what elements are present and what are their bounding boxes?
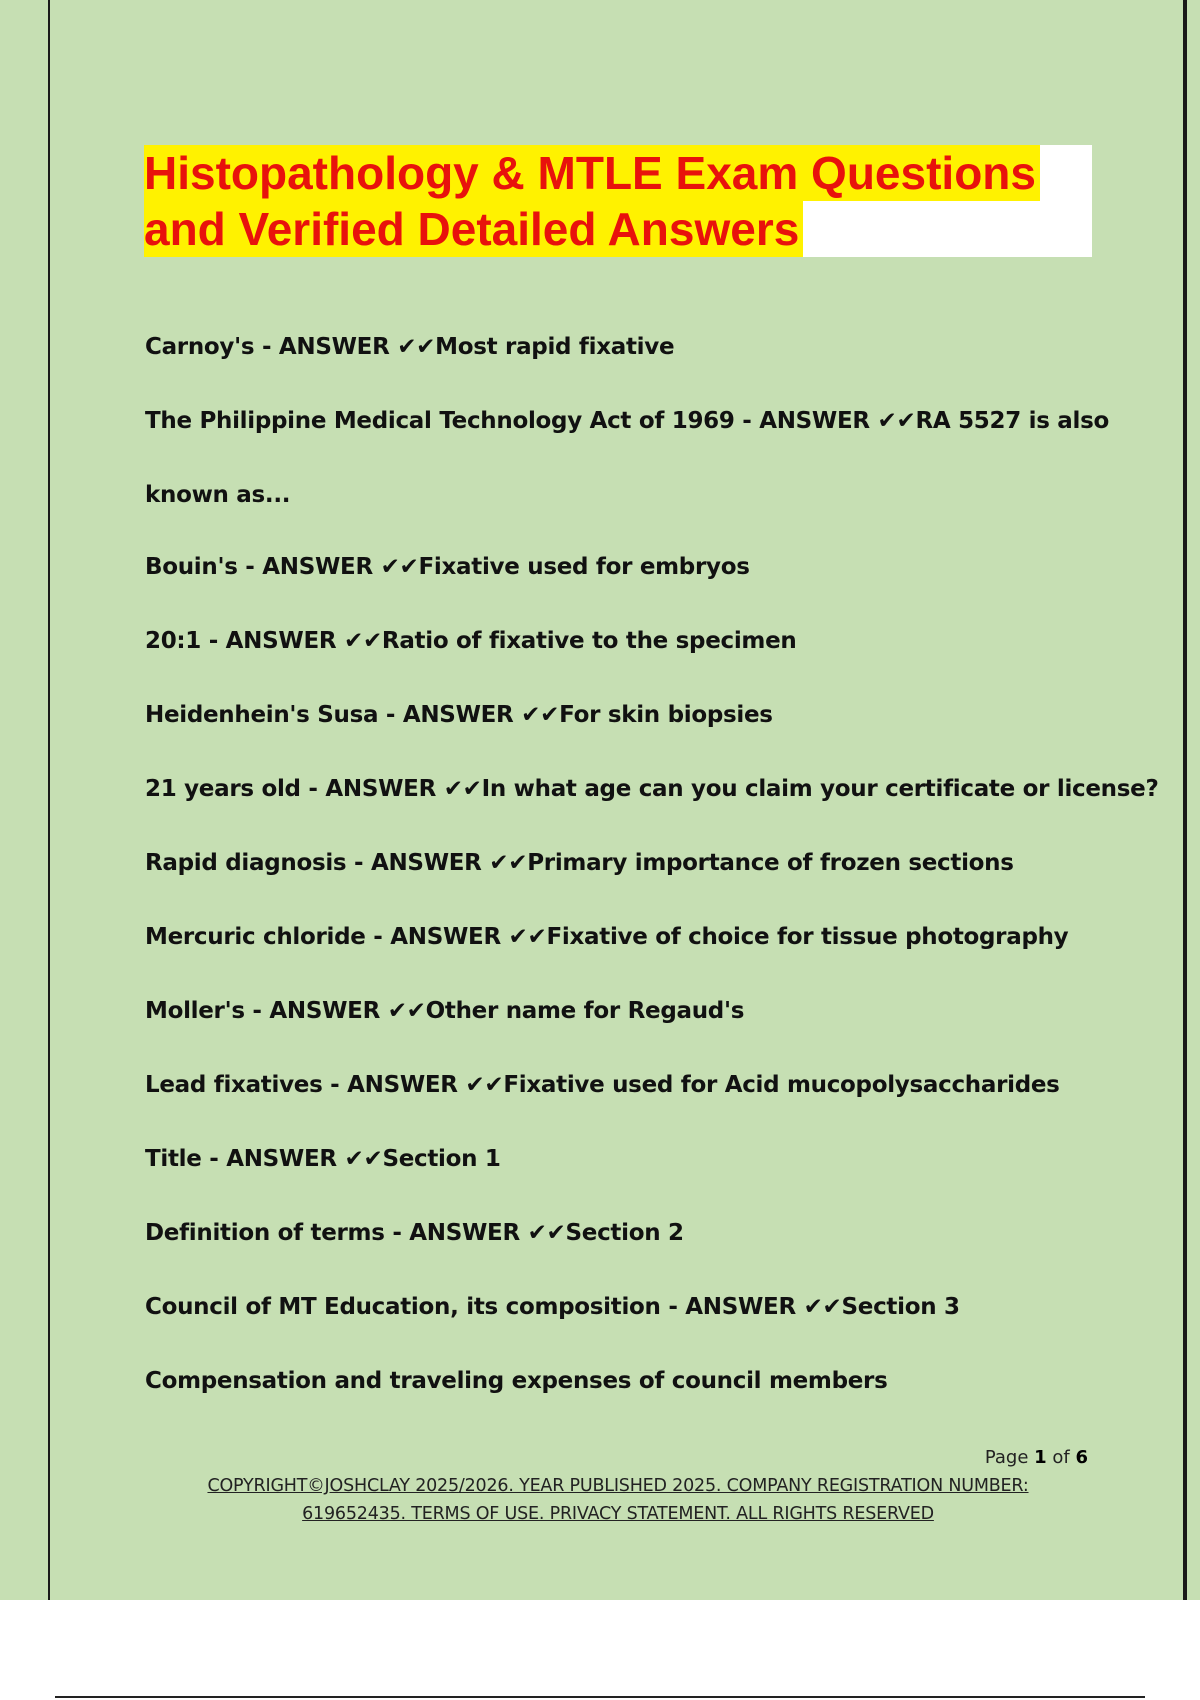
- qa-item: [145, 619, 1105, 693]
- qa-item-text: Lead fixatives - ANSWER ✔✔Fixative used for Acid mucopolysaccharides: [145, 1072, 1060, 1098]
- qa-item-text: 21 years old - ANSWER ✔✔In what age can you claim your certificate or license?: [145, 776, 1159, 802]
- bottom-rule: [55, 1696, 1145, 1698]
- qa-item-text: Title - ANSWER ✔✔Section 1: [145, 1146, 501, 1172]
- qa-item: [145, 915, 1105, 989]
- qa-item-text: Definition of terms - ANSWER ✔✔Section 2: [145, 1220, 684, 1246]
- page-prefix: Page: [984, 1447, 1035, 1468]
- document-title: [144, 145, 1092, 257]
- qa-item-text: 20:1 - ANSWER ✔✔Ratio of fixative to the specimen: [145, 628, 797, 654]
- copyright-line-1: COPYRIGHT©JOSHCLAY 2025/2026. YEAR PUBLISHED 2025. COMPANY REGISTRATION NUMBER:: [207, 1476, 1029, 1496]
- page-current: 1: [1034, 1447, 1047, 1468]
- qa-item: [145, 1211, 1105, 1285]
- qa-item: [145, 1285, 1105, 1359]
- qa-item: [145, 841, 1105, 915]
- qa-item-text: Bouin's - ANSWER ✔✔Fixative used for embryos: [145, 554, 750, 580]
- qa-item: [145, 767, 1159, 841]
- qa-item: [145, 1063, 1105, 1137]
- page-border-left: [48, 0, 50, 1600]
- page-number: [144, 1444, 1092, 1472]
- qa-item: [145, 545, 1105, 619]
- page-border-right: [1183, 0, 1187, 1600]
- qa-item: [145, 1359, 1105, 1433]
- page-total: 6: [1075, 1447, 1088, 1468]
- qa-item-text: The Philippine Medical Technology Act of 1969 - ANSWER ✔✔RA 5527 is also: [145, 408, 1109, 434]
- copyright-notice: [144, 1472, 1092, 1528]
- qa-list: [145, 325, 1159, 1433]
- qa-item-text: Rapid diagnosis - ANSWER ✔✔Primary importance of frozen sections: [145, 850, 1014, 876]
- copyright-line-2: 619652435. TERMS OF USE. PRIVACY STATEMENT. ALL RIGHTS RESERVED: [302, 1504, 934, 1524]
- qa-item-text: Mercuric chloride - ANSWER ✔✔Fixative of choice for tissue photography: [145, 924, 1069, 950]
- qa-item: [145, 1137, 1105, 1211]
- qa-item: [145, 693, 1105, 767]
- qa-item-text: Moller's - ANSWER ✔✔Other name for Regaud's: [145, 998, 745, 1024]
- qa-item-text: Compensation and traveling expenses of council members: [145, 1368, 888, 1394]
- qa-item-text: Council of MT Education, its composition - ANSWER ✔✔Section 3: [145, 1294, 960, 1320]
- qa-item-text-continued: known as...: [145, 482, 291, 508]
- title-line-2: and Verified Detailed Answers: [144, 201, 803, 257]
- qa-item: [145, 989, 1105, 1063]
- title-block: [144, 145, 1092, 257]
- qa-item: [145, 399, 1109, 545]
- qa-item-text: Carnoy's - ANSWER ✔✔Most rapid fixative: [145, 334, 675, 360]
- qa-item: [145, 325, 1105, 399]
- qa-item-text: Heidenhein's Susa - ANSWER ✔✔For skin biopsies: [145, 702, 773, 728]
- page-footer: [144, 1444, 1092, 1528]
- title-line-1: Histopathology & MTLE Exam Questions: [144, 145, 1040, 201]
- page-of: of: [1046, 1447, 1076, 1468]
